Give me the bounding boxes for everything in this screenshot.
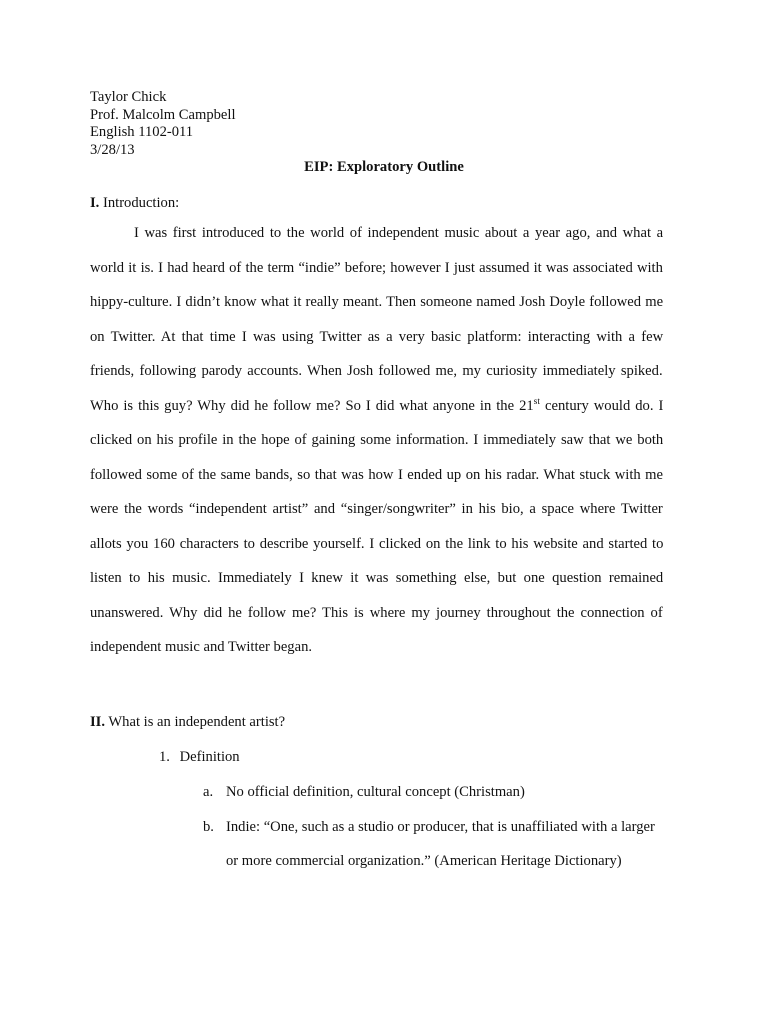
paragraph-line: listen to his music. Immediately I knew it was something else, but one question remained <box>90 570 664 586</box>
paragraph-line: independent music and Twitter began. <box>90 639 313 655</box>
list-item-text: Definition <box>179 749 240 765</box>
course-code: English 1102-011 <box>90 124 194 140</box>
paragraph-line: followed some of the same bands, so that was how I ended up on his radar. What stuck with me <box>90 466 664 483</box>
list-item-text: No official definition, cultural concept (Christman) <box>226 784 525 800</box>
paragraph-line: on Twitter. At that time I was using Twitter as a very basic platform: interacting with a few <box>90 328 664 345</box>
outline-subitem-a <box>203 783 525 801</box>
section-number: II. <box>90 714 106 730</box>
paragraph-line: friends, following parody accounts. When Josh followed me, my curiosity immediately spiked. <box>90 363 663 379</box>
list-marker: 1. <box>159 749 170 765</box>
outline-item-definition <box>159 748 240 766</box>
paragraph-line: I was first introduced to the world of independent music about a year ago, and what a <box>134 225 664 241</box>
section-label: What is an independent artist? <box>108 714 286 730</box>
list-item-text: Indie: “One, such as a studio or producer, that is unaffiliated with a larger <box>226 819 655 835</box>
list-item-text: or more commercial organization.” (American Heritage Dictionary) <box>226 853 622 869</box>
section-label: Introduction: <box>102 195 180 211</box>
ordinal-superscript: st <box>533 396 541 407</box>
paragraph-line: unanswered. Why did he follow me? This is where my journey throughout the connection of <box>90 604 663 621</box>
document-header <box>90 89 236 159</box>
section-heading-introduction <box>90 194 179 212</box>
list-marker: a. <box>203 784 214 800</box>
list-marker: b. <box>203 819 214 835</box>
document-title: EIP: Exploratory Outline <box>304 159 464 175</box>
author-name: Taylor Chick <box>90 89 167 105</box>
outline-subitem-b-continuation <box>226 852 622 870</box>
paragraph-line <box>90 397 663 415</box>
line-text-before: Who is this guy? Why did he follow me? So I did what anyone in the 21 <box>90 397 534 414</box>
section-heading-independent-artist <box>90 713 285 731</box>
document-date: 3/28/13 <box>90 141 135 158</box>
paragraph-line: allots you 160 characters to describe yourself. I clicked on the link to his website and started to <box>90 535 664 552</box>
line-text-after: century would do. I <box>540 397 664 414</box>
paragraph-line: hippy-culture. I didn’t know what it really meant. Then someone named Josh Doyle followed me <box>90 294 664 310</box>
paragraph-line: world it is. I had heard of the term “indie” before; however I just assumed it was associated with <box>90 259 663 276</box>
paragraph-line: were the words “independent artist” and “singer/songwriter” in his bio, a space where Twitter <box>90 501 663 517</box>
professor-name: Prof. Malcolm Campbell <box>90 106 236 123</box>
paragraph-line: clicked on his profile in the hope of gaining some information. I immediately saw that we both <box>90 432 664 448</box>
outline-subitem-b <box>203 818 655 836</box>
section-number: I. <box>90 195 100 211</box>
